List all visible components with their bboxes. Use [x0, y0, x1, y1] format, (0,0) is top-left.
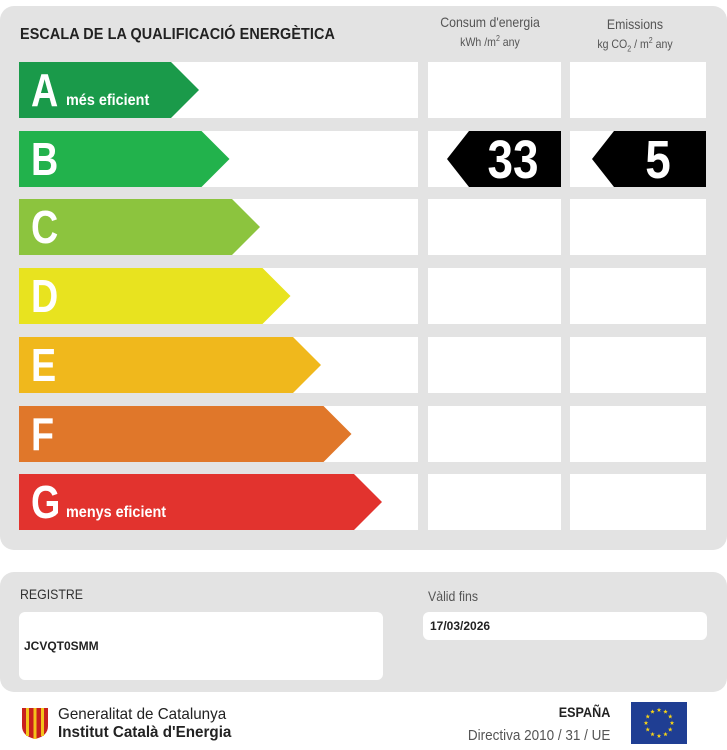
org-line2: Institut Català d'Energia	[58, 724, 232, 741]
generalitat-logo-icon	[20, 706, 50, 740]
rating-row-a	[19, 62, 418, 118]
rating-row-g	[19, 474, 418, 530]
rating-letter-d: D	[31, 270, 59, 322]
emissions-cell-a	[570, 62, 706, 118]
emissions-cell-f	[570, 406, 706, 462]
rating-row-b	[19, 131, 418, 187]
consum-cell-f	[428, 406, 561, 462]
rating-letter-c: C	[31, 201, 59, 253]
rating-letter-b: B	[31, 133, 59, 185]
rating-letter-g: G	[31, 476, 61, 528]
rating-row-c	[19, 199, 418, 255]
rating-row-f	[19, 406, 418, 462]
consum-title: Consum d'energia	[440, 14, 540, 30]
org-line1: Generalitat de Catalunya	[58, 706, 227, 723]
consum-cell-g	[428, 474, 561, 530]
consum-cell-c	[428, 199, 561, 255]
consum-value: 33	[487, 130, 539, 190]
emissions-indicator	[592, 130, 706, 190]
eu-flag-icon	[631, 702, 687, 744]
registre-label: REGISTRE	[20, 586, 83, 602]
directive-label: Directiva 2010 / 31 / UE	[467, 727, 610, 744]
registre-value: JCVQT0SMM	[24, 639, 99, 653]
emissions-header	[573, 16, 696, 53]
emissions-cell-b	[570, 130, 706, 190]
rating-row-d	[19, 268, 418, 324]
scale-title: ESCALA DE LA QUALIFICACIÓ ENERGÈTICA	[20, 26, 335, 43]
consum-cell-e	[428, 337, 561, 393]
emissions-cell-d	[570, 268, 706, 324]
emissions-cell-e	[570, 337, 706, 393]
country-label: ESPAÑA	[558, 704, 610, 720]
rating-sublabel-a: més eficient	[66, 92, 150, 109]
rating-sublabel-g: menys eficient	[66, 504, 167, 521]
consum-cell-b	[428, 130, 561, 190]
consum-unit: kWh $/m^2$ any	[460, 34, 520, 49]
consum-cell-d	[428, 268, 561, 324]
consum-cell-a	[428, 62, 561, 118]
valid-label: Vàlid fins	[428, 588, 478, 604]
valid-value: 17/03/2026	[430, 619, 491, 633]
emissions-cell-g	[570, 474, 706, 530]
consum-indicator	[447, 130, 561, 190]
rating-letter-a: A	[31, 64, 59, 116]
emissions-title: Emissions	[606, 16, 664, 32]
emissions-cell-c	[570, 199, 706, 255]
emissions-value: 5	[645, 130, 671, 190]
rating-letter-e: E	[31, 339, 57, 391]
consum-header	[428, 14, 551, 49]
rating-letter-f: F	[31, 408, 55, 460]
rating-row-e	[19, 337, 418, 393]
emissions-unit: kg $CO_2 / m^2$ any	[597, 36, 673, 54]
